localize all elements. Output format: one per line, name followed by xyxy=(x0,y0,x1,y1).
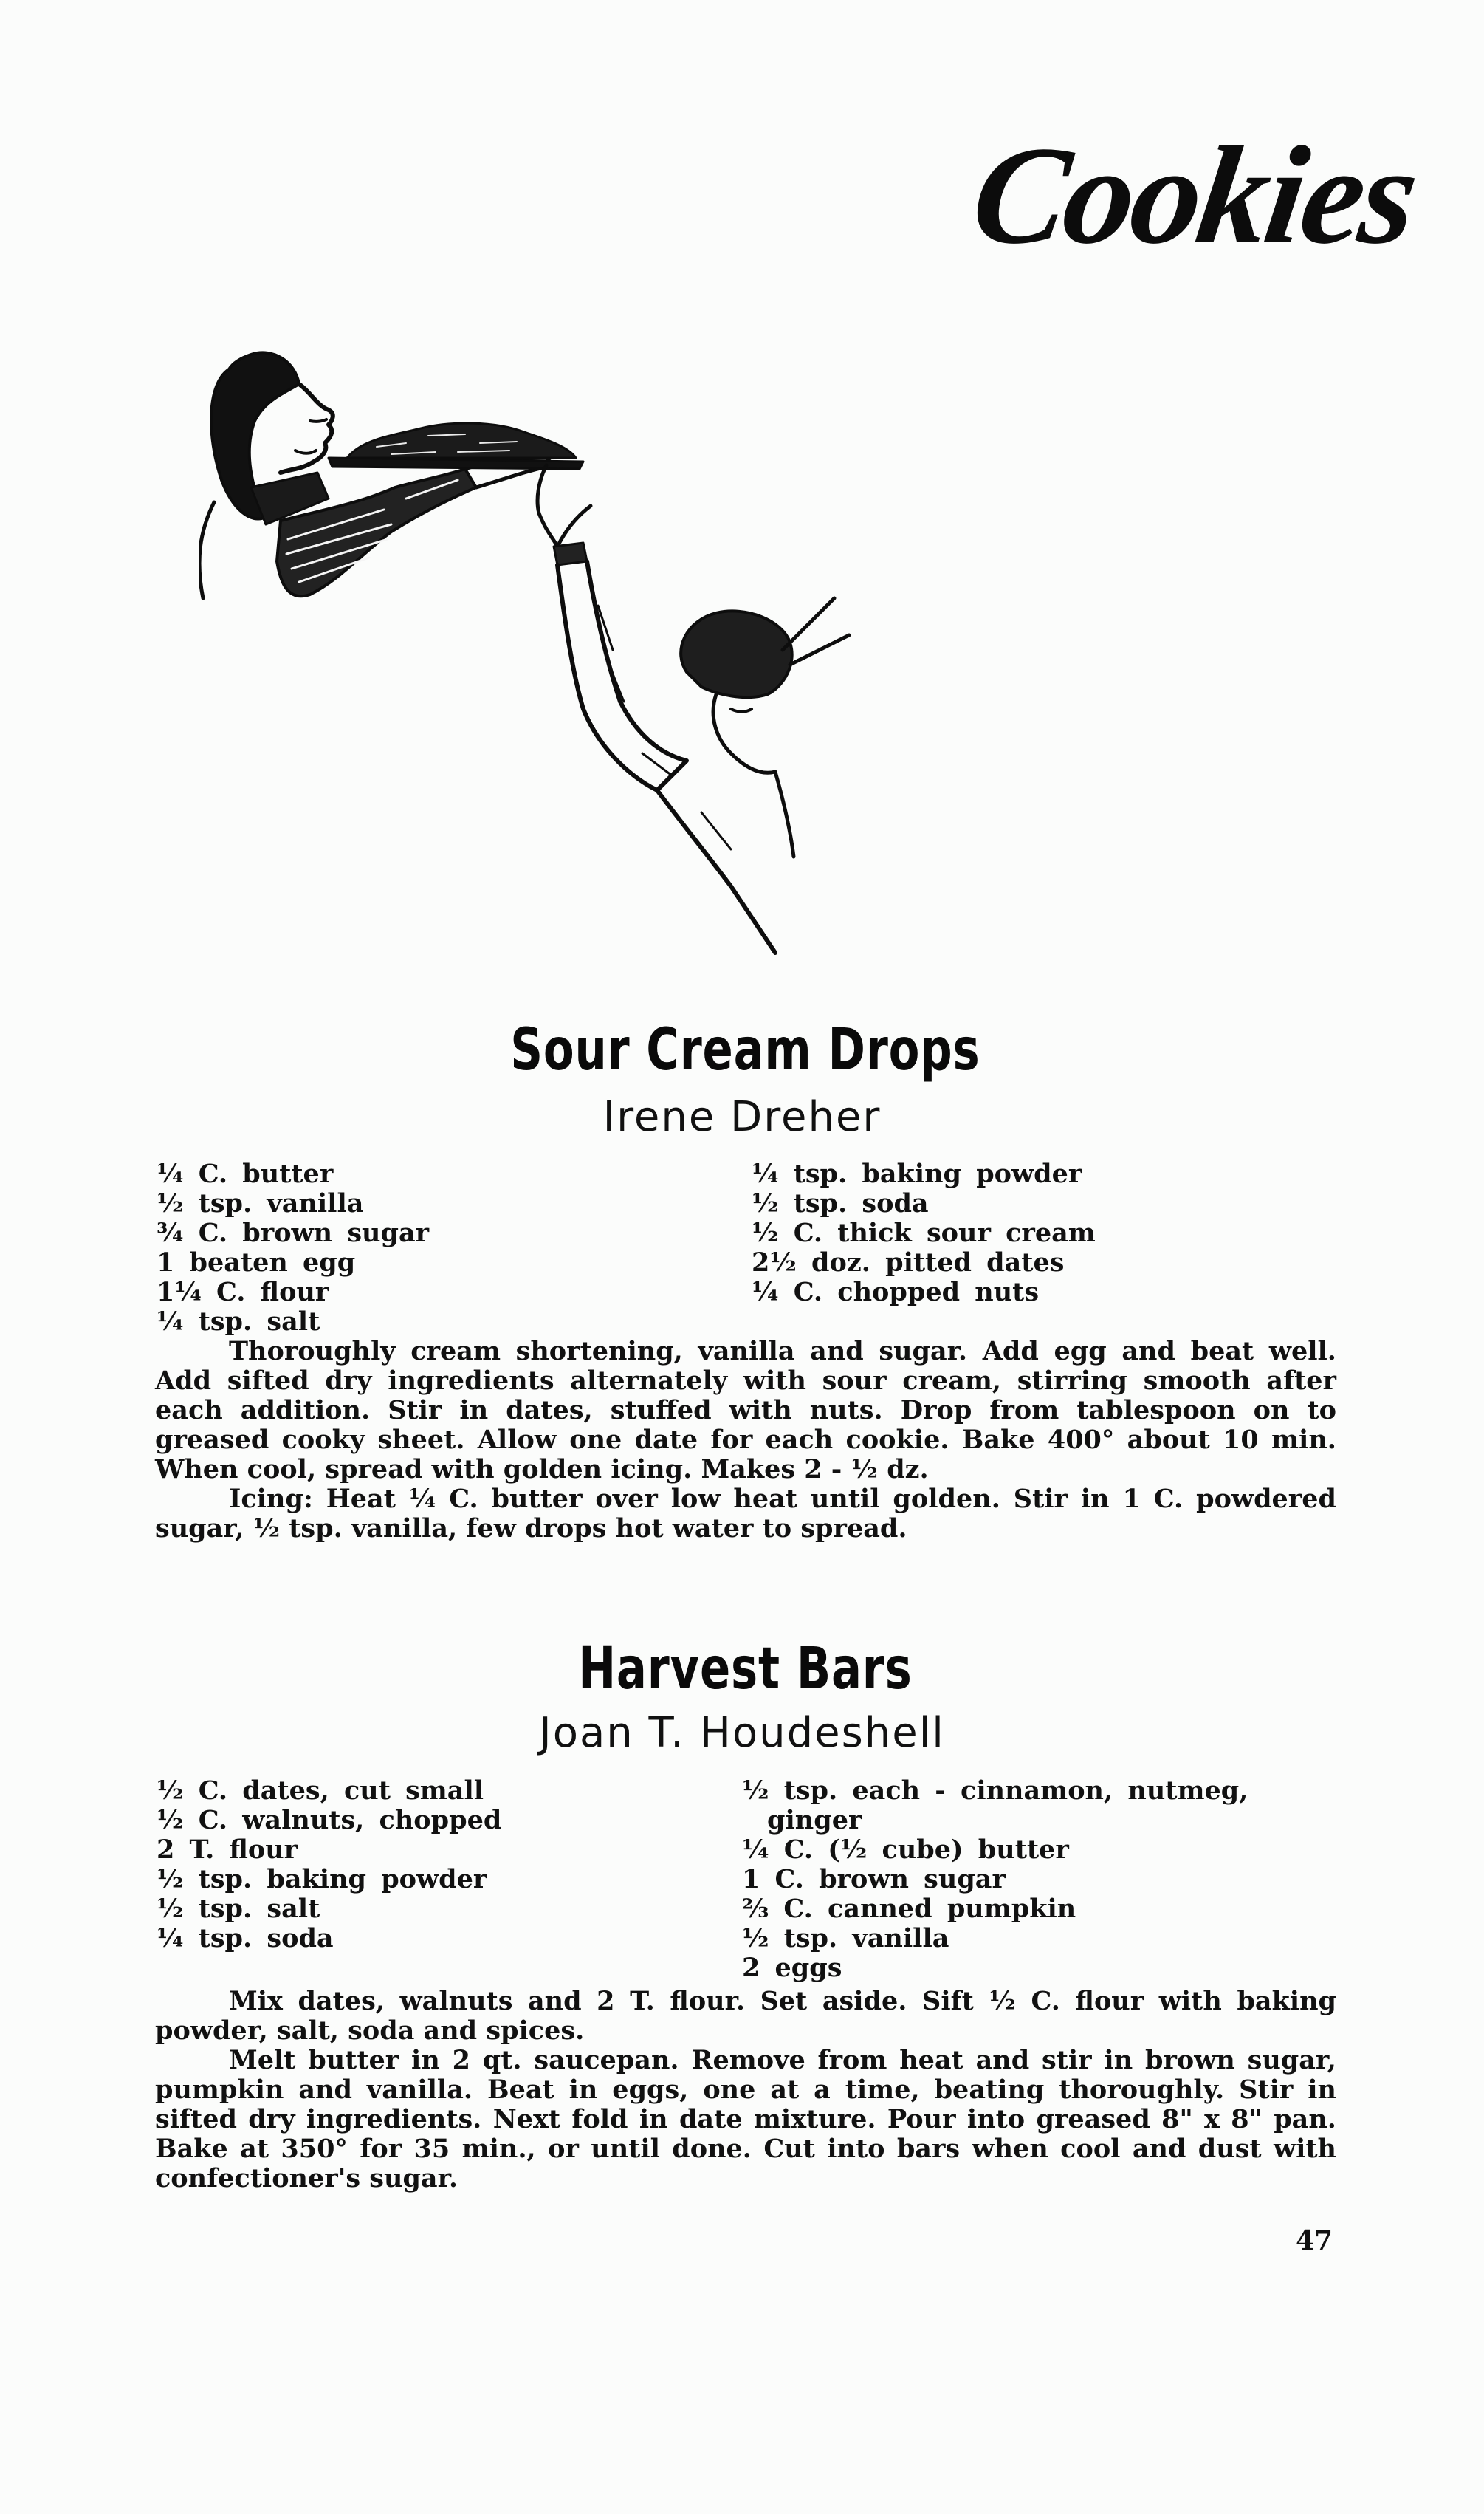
directions-paragraph: Mix dates, walnuts and 2 T. flour. Set aside. Sift ½ C. flour with baking powder, salt, soda and spices. xyxy=(155,1986,1336,2046)
ingredient-item: 2 T. flour xyxy=(157,1835,298,1865)
ingredient-item: 2½ doz. pitted dates xyxy=(752,1247,1065,1278)
woman-two-face xyxy=(713,694,775,773)
ingredient-item: ½ tsp. soda xyxy=(752,1188,929,1219)
woman-two-arm xyxy=(557,561,687,790)
ingredient-list-right xyxy=(742,1776,1248,1983)
recipe-author: Irene Dreher xyxy=(602,1093,882,1141)
recipe-title: Sour Cream Drops xyxy=(510,1017,980,1083)
woman-one-shoulder xyxy=(199,502,214,598)
icing-paragraph: Icing: Heat ¼ C. butter over low heat until golden. Stir in 1 C. powdered sugar, ½ tsp. vanilla, few drops hot water to spread. xyxy=(155,1484,1336,1544)
ingredient-list-right xyxy=(752,1160,1096,1307)
ingredient-item: ⅔ C. canned pumpkin xyxy=(742,1894,1076,1924)
ingredient-item: ½ tsp. each - cinnamon, nutmeg, xyxy=(742,1775,1248,1806)
ingredient-item: ½ C. thick sour cream xyxy=(752,1218,1096,1248)
section-title: Cookies xyxy=(963,118,1425,273)
ingredient-item: 1 beaten egg xyxy=(157,1247,356,1278)
ingredient-item: 1 C. brown sugar xyxy=(742,1864,1006,1894)
woman-two-wrist xyxy=(554,543,587,565)
ingredient-item: ¼ tsp. soda xyxy=(157,1923,334,1953)
directions-paragraph: Thoroughly cream shortening, vanilla and sugar. Add egg and beat well. Add sifted dry ingredients alternately with sour cream, stirring smooth after each addition. Stir in dates, stuffed with nuts. Drop from tablespoon on to greased cooky sheet. Allow one date for each cookie. Bake 400° about 10 min. When cool, spread with golden icing. Makes 2 - ½ dz. xyxy=(155,1336,1336,1484)
ingredient-item: ¾ C. brown sugar xyxy=(157,1218,430,1248)
woman-two-body xyxy=(657,790,775,953)
ingredient-item: ½ C. walnuts, chopped xyxy=(157,1805,502,1835)
ingredient-item: ¼ C. chopped nuts xyxy=(752,1277,1040,1307)
ingredient-item: ¼ tsp. baking powder xyxy=(752,1159,1082,1189)
ingredient-list-left xyxy=(157,1160,429,1337)
ingredient-item: 1¼ C. flour xyxy=(157,1277,329,1307)
recipe-directions xyxy=(155,1987,1336,2193)
cookie-pile xyxy=(347,423,576,458)
woman-two-hand xyxy=(537,465,591,547)
ingredient-item: ½ tsp. vanilla xyxy=(157,1188,364,1219)
ingredient-item: 2 eggs xyxy=(742,1953,842,1983)
ingredient-item: ½ tsp. vanilla xyxy=(742,1923,949,1953)
directions-paragraph: Melt butter in 2 qt. saucepan. Remove from heat and stir in brown sugar, pumpkin and vanilla. Beat in eggs, one at a time, beating thoroughly. Stir in sifted dry ingredients. Next fold in date mixture. Pour into greased 8" x 8" pan. Bake at 350° for 35 min., or until done. Cut into bars when cool and dust with confectioner's sugar. xyxy=(155,2045,1336,2193)
page-number: 47 xyxy=(1296,2225,1333,2256)
ingredient-list-left xyxy=(157,1776,501,1953)
ingredient-item: ½ C. dates, cut small xyxy=(157,1775,484,1806)
woman-two-hair xyxy=(681,611,792,697)
woman-one-face xyxy=(281,384,333,473)
ingredient-item: ½ tsp. salt xyxy=(157,1894,320,1924)
ingredient-item: ¼ C. butter xyxy=(157,1159,334,1189)
recipe-directions xyxy=(155,1337,1336,1544)
ingredient-item: ¼ C. (½ cube) butter xyxy=(742,1835,1069,1865)
ingredient-item: ginger xyxy=(767,1805,862,1835)
two-women-cookie-tray-illustration xyxy=(199,340,997,960)
recipe-title: Harvest Bars xyxy=(578,1636,913,1702)
ingredient-item: ½ tsp. baking powder xyxy=(157,1864,487,1894)
ingredient-item: ¼ tsp. salt xyxy=(157,1306,320,1337)
recipe-author: Joan T. Houdeshell xyxy=(539,1709,945,1757)
